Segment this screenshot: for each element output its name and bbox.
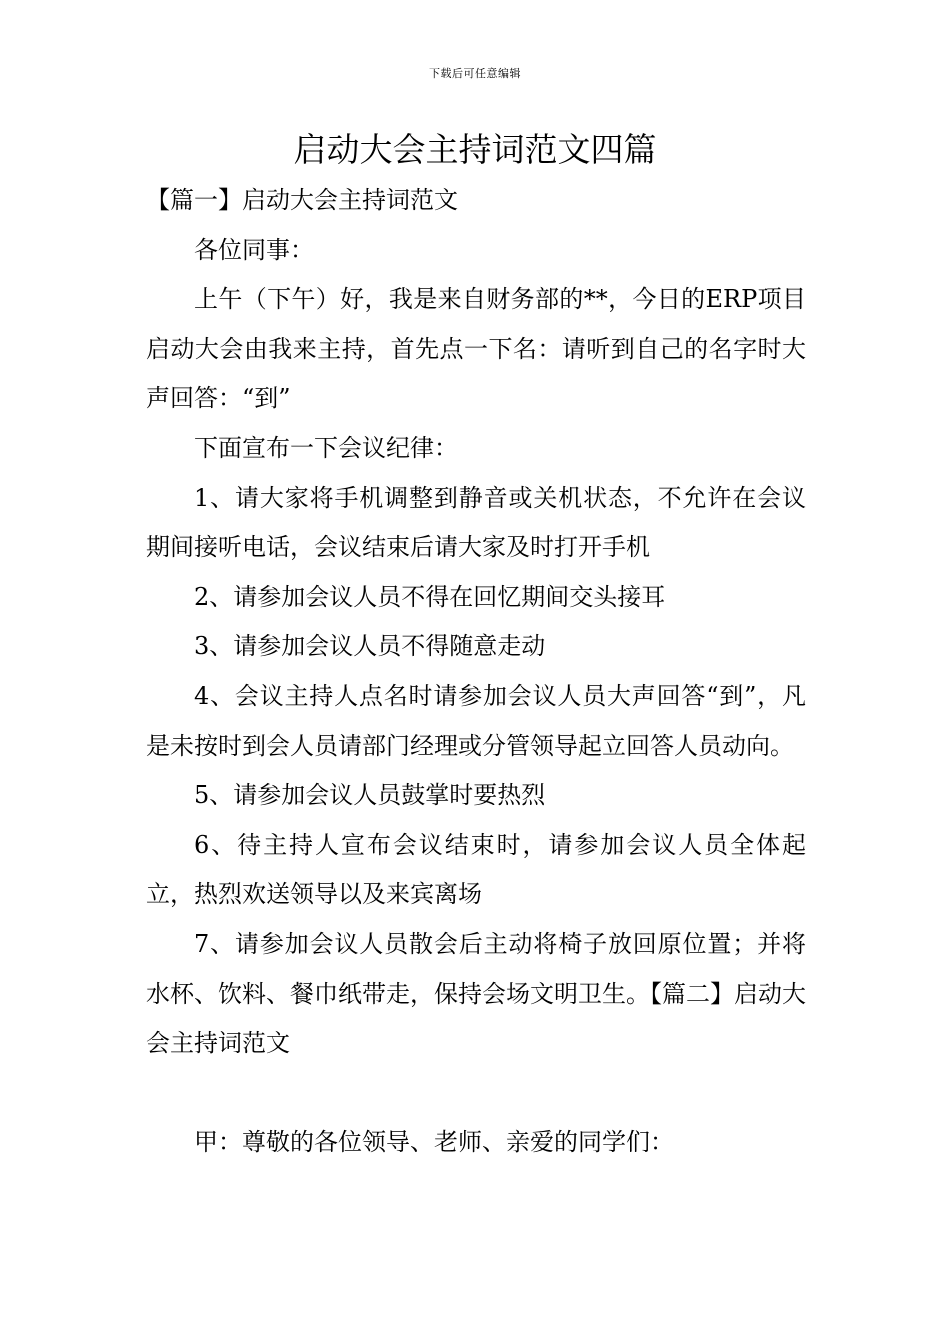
host-greeting: 甲：尊敬的各位领导、老师、亲爱的同学们： — [194, 1128, 674, 1157]
blank-line — [146, 1069, 806, 1119]
document-body — [146, 176, 806, 1168]
discipline-intro: 下面宣布一下会议纪律： — [194, 433, 458, 462]
document-title: 启动大会主持词范文四篇 — [293, 130, 657, 169]
section-heading-1: 【篇一】启动大会主持词范文 — [146, 186, 458, 214]
rule-item-2: 2、请参加会议人员不得在回忆期间交头接耳 — [194, 582, 666, 611]
salutation: 各位同事： — [194, 235, 314, 264]
rule-item-5: 5、请参加会议人员鼓掌时要热烈 — [194, 781, 546, 810]
rule-item-1: 1、请大家将手机调整到静音或关机状态，不允许在会议期间接听电话，会议结束后请大家及时打开手机 — [146, 483, 806, 562]
rule-item-4: 4、会议主持人点名时请参加会议人员大声回答“到”，凡是未按时到会人员请部门经理或分管领导起立回答人员动向。 — [146, 681, 806, 760]
rule-item-3: 3、请参加会议人员不得随意走动 — [194, 632, 546, 661]
opening-paragraph: 上午（下午）好，我是来自财务部的**，今日的ERP项目启动大会由我来主持，首先点一下名：请听到自己的名字时大声回答：“到” — [146, 285, 806, 413]
header-note: 下载后可任意编辑 — [429, 67, 521, 80]
rule-item-6: 6、待主持人宣布会议结束时，请参加会议人员全体起立，热烈欢送领导以及来宾离场 — [146, 830, 806, 909]
rule-item-7: 7、请参加会议人员散会后主动将椅子放回原位置；并将水杯、饮料、餐巾纸带走，保持会场文明卫生。【篇二】启动大会主持词范文 — [146, 929, 806, 1058]
